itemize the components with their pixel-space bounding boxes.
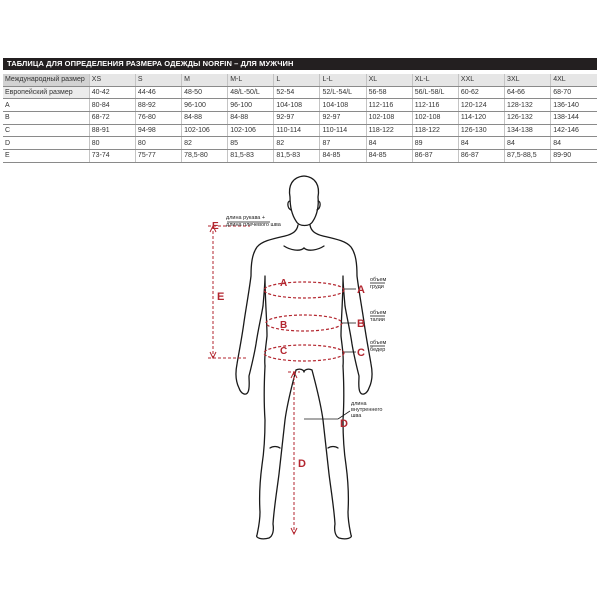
measurement-cell: 102-106 xyxy=(228,124,274,137)
international-size-cell: L xyxy=(274,74,320,86)
measurement-cell: 68-72 xyxy=(89,112,135,125)
european-size-cell: 48/L-50/L xyxy=(228,86,274,99)
label-a-inner: A xyxy=(280,278,288,289)
measurement-cell: 102-108 xyxy=(412,112,458,125)
measurement-cell: 138-144 xyxy=(551,112,597,125)
d-note-line-1: длина xyxy=(351,401,367,407)
european-size-label: Европейский размер xyxy=(3,86,89,99)
measurement-row-label: E xyxy=(3,150,89,163)
label-b-side: B xyxy=(357,318,365,330)
hip-measure-ellipse xyxy=(264,345,344,361)
measurement-row-label: C xyxy=(3,124,89,137)
measurement-cell: 89 xyxy=(412,137,458,150)
measurement-cell: 102-106 xyxy=(182,124,228,137)
measurement-cell: 81,5-83 xyxy=(228,150,274,163)
d-note-line-3: шва xyxy=(351,413,362,419)
measurement-cell: 88-91 xyxy=(89,124,135,137)
measurement-cell: 73-74 xyxy=(89,150,135,163)
international-size-cell: M-L xyxy=(228,74,274,86)
international-size-cell: XL-L xyxy=(412,74,458,86)
european-size-cell: 40-42 xyxy=(89,86,135,99)
international-size-label: Международный размер xyxy=(3,74,89,86)
measurement-cell: 84-85 xyxy=(366,150,412,163)
measurement-cell: 104-108 xyxy=(274,99,320,112)
a-note-line-1: объем xyxy=(370,277,387,283)
measurement-cell: 112-116 xyxy=(412,99,458,112)
measurement-cell: 84 xyxy=(458,137,504,150)
measurement-cell: 96-100 xyxy=(182,99,228,112)
international-size-cell: M xyxy=(182,74,228,86)
international-size-cell: XS xyxy=(89,74,135,86)
table-title: ТАБЛИЦА ДЛЯ ОПРЕДЕЛЕНИЯ РАЗМЕРА ОДЕЖДЫ NORFIN – ДЛЯ МУЖЧИН xyxy=(3,58,597,70)
measurement-cell: 88-92 xyxy=(135,99,181,112)
european-size-cell: 64-66 xyxy=(505,86,551,99)
measurement-cell: 87,5-88,5 xyxy=(505,150,551,163)
international-size-cell: S xyxy=(135,74,181,86)
international-size-cell: XL xyxy=(366,74,412,86)
measurement-cell: 76-80 xyxy=(135,112,181,125)
measurement-row-label: B xyxy=(3,112,89,125)
b-note-line-2: талии xyxy=(370,317,385,323)
measurement-cell: 86-87 xyxy=(412,150,458,163)
measurement-cell: 81,5-83 xyxy=(274,150,320,163)
measurement-cell: 80 xyxy=(89,137,135,150)
measurement-cell: 84-85 xyxy=(320,150,366,163)
measurement-cell: 89-90 xyxy=(551,150,597,163)
measurement-cell: 92-97 xyxy=(320,112,366,125)
label-a-side: A xyxy=(357,284,365,296)
european-size-cell: 44-46 xyxy=(135,86,181,99)
measurement-row-label: D xyxy=(3,137,89,150)
measurement-cell: 94-98 xyxy=(135,124,181,137)
international-size-cell: L-L xyxy=(320,74,366,86)
european-size-cell: 68-70 xyxy=(551,86,597,99)
european-size-cell: 48-50 xyxy=(182,86,228,99)
c-note-line-2: бедер xyxy=(370,347,386,353)
measurement-cell: 128-132 xyxy=(505,99,551,112)
measurement-cell: 142-146 xyxy=(551,124,597,137)
measurement-cell: 102-108 xyxy=(366,112,412,125)
sleeve-measure-line xyxy=(208,226,250,358)
european-size-cell: 56/L-58/L xyxy=(412,86,458,99)
measurement-cell: 92-97 xyxy=(274,112,320,125)
measurement-cell: 104-108 xyxy=(320,99,366,112)
body-silhouette xyxy=(236,176,372,539)
measurement-cell: 96-100 xyxy=(228,99,274,112)
measurement-cell: 87 xyxy=(320,137,366,150)
measurement-cell: 78,5-80 xyxy=(182,150,228,163)
label-c-inner: C xyxy=(280,346,288,357)
waist-measure-ellipse xyxy=(266,315,342,331)
measurement-cell: 126-130 xyxy=(458,124,504,137)
measurement-cell: 110-114 xyxy=(320,124,366,137)
measurement-cell: 84-88 xyxy=(182,112,228,125)
measurement-cell: 112-116 xyxy=(366,99,412,112)
measurement-cell: 118-122 xyxy=(366,124,412,137)
measurement-cell: 80-84 xyxy=(89,99,135,112)
label-d-measure: D xyxy=(298,458,306,470)
measurement-cell: 126-132 xyxy=(505,112,551,125)
european-size-cell: 52/L-54/L xyxy=(320,86,366,99)
measurement-cell: 136-140 xyxy=(551,99,597,112)
e-note-line-1: длина рукава + xyxy=(226,215,266,221)
measurement-cell: 134-138 xyxy=(505,124,551,137)
c-note-line-1: объем xyxy=(370,340,387,346)
measurement-cell: 110-114 xyxy=(274,124,320,137)
measurement-cell: 120-124 xyxy=(458,99,504,112)
european-size-cell: 56-58 xyxy=(366,86,412,99)
measurement-cell: 85 xyxy=(228,137,274,150)
label-e-measure: E xyxy=(217,291,225,303)
a-note-line-2: груди xyxy=(370,284,384,290)
measurement-cell: 82 xyxy=(274,137,320,150)
measurement-cell: 84 xyxy=(505,137,551,150)
measurement-cell: 84-88 xyxy=(228,112,274,125)
measurement-cell: 82 xyxy=(182,137,228,150)
measurement-cell: 114-120 xyxy=(458,112,504,125)
e-note-line-2: длина плечевого шва xyxy=(226,222,281,228)
european-size-cell: 52-54 xyxy=(274,86,320,99)
label-d-side: D xyxy=(340,418,348,430)
measurement-cell: 86-87 xyxy=(458,150,504,163)
label-e-note-letter: E xyxy=(212,221,219,232)
label-c-side: C xyxy=(357,347,365,359)
international-size-cell: XXL xyxy=(458,74,504,86)
international-size-cell: 4XL xyxy=(551,74,597,86)
measurement-cell: 84 xyxy=(551,137,597,150)
measurement-cell: 118-122 xyxy=(412,124,458,137)
measurement-cell: 84 xyxy=(366,137,412,150)
measurement-cell: 75-77 xyxy=(135,150,181,163)
measure-ellipses xyxy=(264,282,344,361)
european-size-cell: 60-62 xyxy=(458,86,504,99)
d-note-line-2: внутреннего xyxy=(351,407,383,413)
international-size-cell: 3XL xyxy=(505,74,551,86)
b-note-line-1: объем xyxy=(370,310,387,316)
measurement-cell: 80 xyxy=(135,137,181,150)
label-b-inner: B xyxy=(280,320,288,331)
measurement-row-label: A xyxy=(3,99,89,112)
chest-measure-ellipse xyxy=(264,282,344,298)
